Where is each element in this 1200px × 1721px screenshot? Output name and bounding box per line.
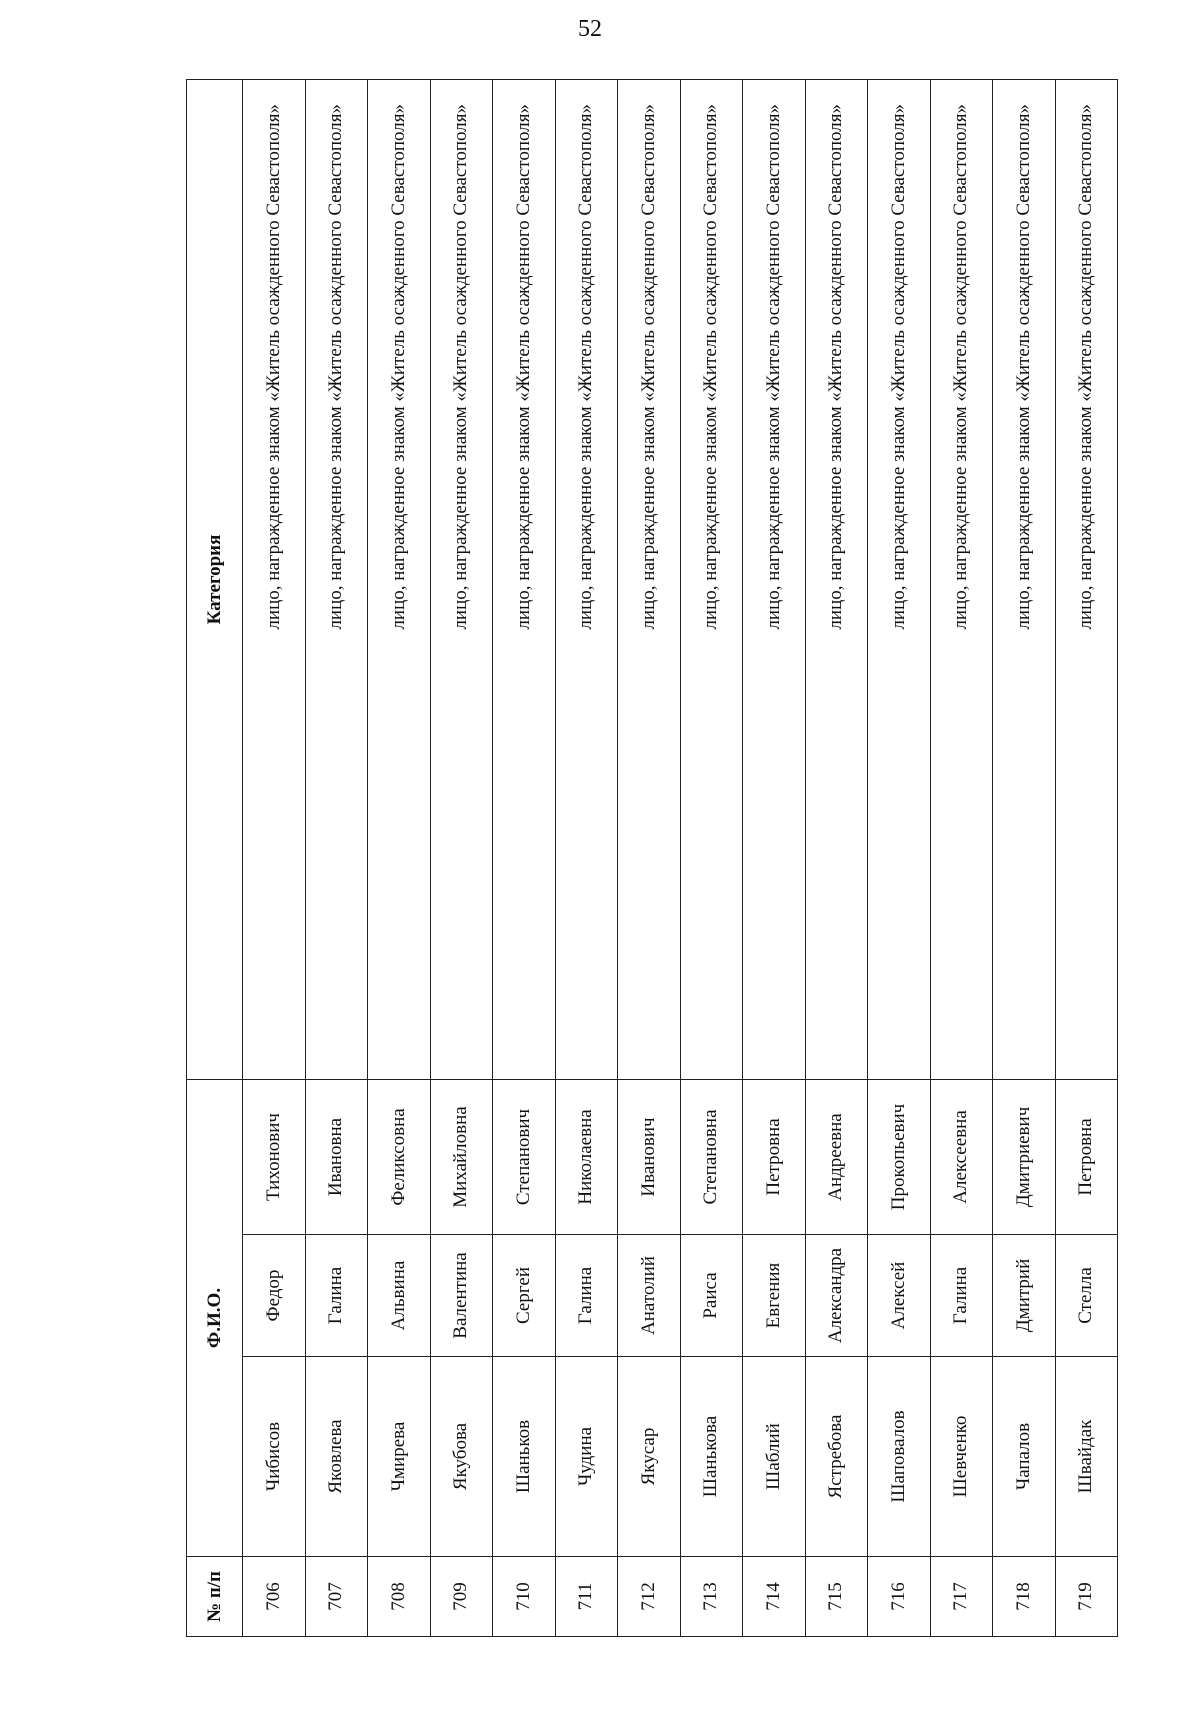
cell-last-name: Якусар [618,1357,681,1557]
cell-number: 713 [680,1557,743,1637]
table-row [1055,79,1118,1636]
header-category: Категория [187,79,243,1079]
cell-first-name: Федор [243,1235,306,1357]
table-row [930,79,993,1636]
cell-last-name: Шаповалов [868,1357,931,1557]
cell-number: 711 [555,1557,618,1637]
cell-category: лицо, награжденное знаком «Житель осажденного Севастополя» [993,79,1056,1079]
table-row [243,79,306,1636]
cell-last-name: Чапалов [993,1357,1056,1557]
table-row [805,79,868,1636]
cell-first-name: Валентина [430,1235,493,1357]
cell-category: лицо, награжденное знаком «Житель осажденного Севастополя» [368,79,431,1079]
page-number: 52 [578,16,602,42]
table-container [186,80,1118,1637]
table-row [555,79,618,1636]
cell-number: 719 [1055,1557,1118,1637]
cell-first-name: Дмитрий [993,1235,1056,1357]
cell-number: 715 [805,1557,868,1637]
cell-category: лицо, награжденное знаком «Житель осажденного Севастополя» [618,79,681,1079]
cell-patronymic: Андреевна [805,1079,868,1234]
table-row [680,79,743,1636]
cell-patronymic: Прокопьевич [868,1079,931,1234]
cell-last-name: Якубова [430,1357,493,1557]
cell-patronymic: Степановна [680,1079,743,1234]
cell-number: 714 [743,1557,806,1637]
cell-last-name: Чмирева [368,1357,431,1557]
cell-patronymic: Алексеевна [930,1079,993,1234]
cell-first-name: Галина [555,1235,618,1357]
cell-category: лицо, награжденное знаком «Житель осажденного Севастополя» [555,79,618,1079]
cell-first-name: Александра [805,1235,868,1357]
table-row [743,79,806,1636]
cell-category: лицо, награжденное знаком «Житель осажденного Севастополя» [243,79,306,1079]
cell-first-name: Галина [305,1235,368,1357]
cell-category: лицо, награжденное знаком «Житель осажденного Севастополя» [305,79,368,1079]
cell-last-name: Шаблий [743,1357,806,1557]
cell-last-name: Чибисов [243,1357,306,1557]
rotated-table [186,80,1118,1637]
table-header-row [187,79,243,1636]
cell-number: 710 [493,1557,556,1637]
cell-category: лицо, награжденное знаком «Житель осажденного Севастополя» [743,79,806,1079]
cell-category: лицо, награжденное знаком «Житель осажденного Севастополя» [805,79,868,1079]
cell-last-name: Швайдак [1055,1357,1118,1557]
cell-patronymic: Дмитриевич [993,1079,1056,1234]
cell-category: лицо, награжденное знаком «Житель осажденного Севастополя» [430,79,493,1079]
cell-category: лицо, награжденное знаком «Житель осажденного Севастополя» [493,79,556,1079]
cell-last-name: Шанькова [680,1357,743,1557]
cell-patronymic: Иванович [618,1079,681,1234]
cell-patronymic: Михайловна [430,1079,493,1234]
cell-patronymic: Ивановна [305,1079,368,1234]
table-row [868,79,931,1636]
cell-last-name: Шевченко [930,1357,993,1557]
persons-table [186,79,1118,1637]
table-row [368,79,431,1636]
table-row [430,79,493,1636]
cell-last-name: Шаньков [493,1357,556,1557]
cell-first-name: Алексей [868,1235,931,1357]
table-row [618,79,681,1636]
table-row [993,79,1056,1636]
cell-patronymic: Петровна [1055,1079,1118,1234]
header-fio: Ф.И.О. [187,1079,243,1556]
cell-first-name: Стелла [1055,1235,1118,1357]
cell-category: лицо, награжденное знаком «Житель осажденного Севастополя» [868,79,931,1079]
cell-patronymic: Петровна [743,1079,806,1234]
cell-first-name: Анатолий [618,1235,681,1357]
table-row [305,79,368,1636]
cell-first-name: Евгения [743,1235,806,1357]
cell-number: 717 [930,1557,993,1637]
cell-number: 708 [368,1557,431,1637]
cell-patronymic: Тихонович [243,1079,306,1234]
cell-number: 716 [868,1557,931,1637]
cell-number: 709 [430,1557,493,1637]
cell-first-name: Галина [930,1235,993,1357]
table-body [243,79,1118,1636]
cell-category: лицо, награжденное знаком «Житель осажденного Севастополя» [680,79,743,1079]
cell-patronymic: Николаевна [555,1079,618,1234]
cell-first-name: Альвина [368,1235,431,1357]
cell-category: лицо, награжденное знаком «Житель осажденного Севастополя» [930,79,993,1079]
header-number: № п/п [187,1557,243,1637]
cell-last-name: Яковлева [305,1357,368,1557]
cell-first-name: Раиса [680,1235,743,1357]
cell-number: 706 [243,1557,306,1637]
cell-number: 712 [618,1557,681,1637]
cell-patronymic: Степанович [493,1079,556,1234]
cell-number: 718 [993,1557,1056,1637]
cell-first-name: Сергей [493,1235,556,1357]
cell-number: 707 [305,1557,368,1637]
cell-patronymic: Феликсовна [368,1079,431,1234]
cell-last-name: Чудина [555,1357,618,1557]
table-row [493,79,556,1636]
cell-category: лицо, награжденное знаком «Житель осажденного Севастополя» [1055,79,1118,1079]
cell-last-name: Ястребова [805,1357,868,1557]
